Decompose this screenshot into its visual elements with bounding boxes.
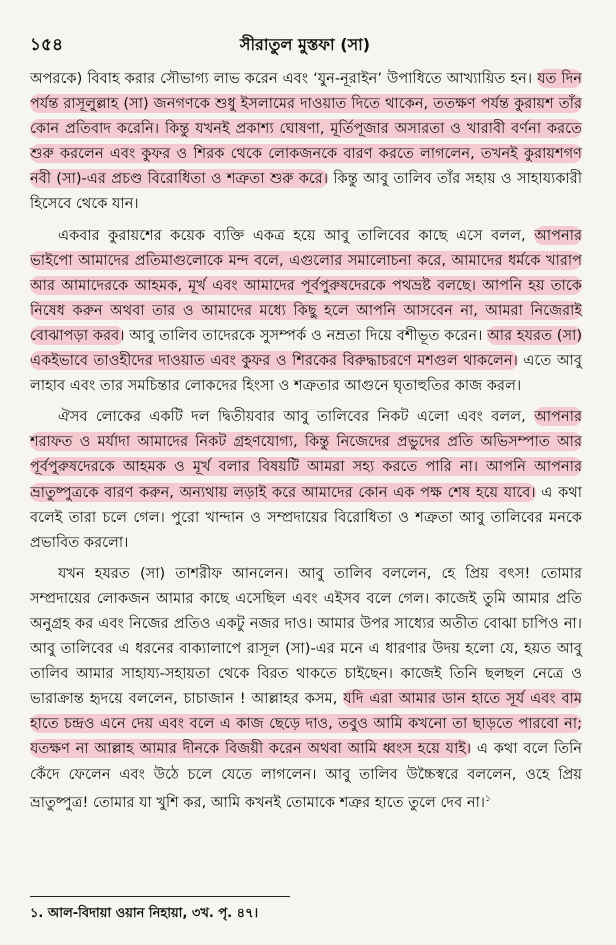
text-segment: ঐসব লোকের একটি দল দ্বিতীয়বার আবু তালিবের নিকট এলো এবং বলল, (58, 408, 535, 426)
paragraph (30, 561, 582, 815)
footnote-divider (30, 896, 290, 897)
page-header (30, 32, 580, 58)
highlighted-text: যত দিন পর্যন্ত রাসূলুল্লাহ (সা) জনগণকে শুধু ইসলামের দাওয়াত দিতে থাকেন, ততক্ষণ পর্যন্ত কুরায়শ তাঁর কোন প্রতিবাদ করেনি। কিন্তু যখনই প্রকাশ্য ঘোষণা, মূর্তিপূজার অসারতা ও খারাবী বর্ণনা করতে শুরু করলেন এবং কুফর ও শিরক থেকে লোকজনকে বারণ করতে লাগলেন, তখনই কুরায়শগণ নবী (সা)-এর প্রচণ্ড বিরোধিতা ও শত্রুতা শুরু করে। (30, 70, 582, 188)
text-segment: এ কথা বলে তিনি কেঁদে ফেলেন এবং উঠে চলে যেতে লাগলেন। আবু তালিব উচ্চৈস্বরে বললেন, ওহে প্রিয় ভ্রাতুষ্পুত্র! তোমার যা খুশি কর, আমি কখনই তোমাকে শত্রুর হাতে তুলে দেব না। (30, 740, 582, 811)
text-segment: যখন হযরত (সা) তাশরীফ আনলেন। আবু তালিব বললেন, হে প্রিয় বৎস! তোমার সম্প্রদায়ের লোকজন আমার কাছে এসেছিল এবং এইসব বলে গেল। কাজেই তুমি আমার প্রতি অনুগ্রহ কর এবং নিজের প্রতিও একটু নজর দাও। আমার উপর সাধ্যের অতীত বোঝা চাপিও না। আবু তালিবের এ ধরনের বাক্যালাপে রাসূল (সা)-এর মনে এ ধারণার উদয় হলো যে, হয়ত আবু তালিব আমার সাহায্য-সহায়তা থেকে বিরত থাকতে চাইছেন। কাজেই তিনি ছলছল নেত্রে ও ভারাক্রান্ত হৃদয়ে বললেন, চাচাজান ! আল্লাহর কসম, (30, 564, 582, 708)
running-title: সীরাতুল মুস্তফা (সা) (239, 35, 371, 54)
body-text (30, 66, 582, 821)
text-segment: আবু তালিব তাদেরকে সুসম্পর্ক ও নম্রতা দিয়ে বশীভূত করেন। (124, 326, 488, 344)
highlighted-text: যদি এরা আমার ডান হাতে সূর্য এবং বাম হাতে চন্দ্রও এনে দেয় এবং বলে এ কাজ ছেড়ে দাও, তবুও আমি কখনো তা ছাড়তে পারবো না; যতক্ষণ না আল্লাহ আমার দীনকে বিজয়ী করেন অথবা আমি ধ্বংস হয়ে যাই। (30, 690, 582, 758)
text-segment: এতে আবু লাহাব এবং তার সমচিন্তার লোকদের হিংসা ও শত্রুতার আগুনে ঘৃতাহুতির কাজ করল। (30, 352, 583, 395)
paragraph (30, 66, 582, 217)
highlighted-text: আপনার ভাইপো আমাদের প্রতিমাগুলোকে মন্দ বলে, এগুলোর সমালোচনা করে, আমাদের ধর্মকে খারাপ আর আমাদেরকে আহমক, মূর্খ এবং আমাদের পূর্বপুরুষদেরকে পথভ্রষ্ট বলছে। আপনি হয় তাকে নিষেধ করুন অথবা তার ও আমাদের মধ্যে কিছু হলে আপনি আসবেন না, আমরা নিজেরাই বোঝাপড়া করব। (30, 226, 582, 344)
text-segment: কিন্তু আবু তালিব তাঁর সহায় ও সাহায্যকারী হিসেবে থেকে যান। (30, 170, 582, 213)
highlighted-text: আপনার শরাফত ও মর্যাদা আমাদের নিকট গ্রহণযোগ্য, কিন্তু নিজেদের প্রভুদের প্রতি অভিসম্পাত আর পূর্বপুরুষদেরকে আহমক ও মূর্খ বলার বিষয়টি আমরা সহ্য করতে পারি না। আপনি আপনার ভ্রাতুষ্পুত্রকে বারণ করুন, অন্যথায় লড়াই করে আমাদের কোন এক পক্ষ শেষ হয়ে যাবে। (30, 408, 582, 501)
footnote-marker: ১ (485, 793, 491, 804)
highlighted-text: আর হযরত (সা) একইভাবে তাওহীদের দাওয়াত এবং কুফর ও শিরকের বিরুদ্ধাচরণে মশগুল থাকলেন। (30, 326, 583, 370)
text-segment: এ কথা বলেই তারা চলে গেল। পুরো খান্দান ও সম্প্রদায়ের বিরোধিতা ও শত্রুতা আবু তালিবের মনকে প্রভাবিত করলো। (30, 483, 582, 551)
text-segment: অপরকে) বিবাহ করার সৌভাগ্য লাভ করেন এবং ‘যুন-নূরাইন’ উপাধিতে আখ্যায়িত হন। (30, 70, 538, 87)
text-segment: একবার কুরায়শের কয়েক ব্যক্তি একত্র হয়ে আবু তালিবের কাছে এসে বলল, (58, 226, 535, 244)
footnote: ১. আল-বিদায়া ওয়ান নিহায়া, ৩খ. পৃ. ৪৭। (30, 906, 259, 921)
paragraph (30, 223, 582, 399)
paragraph (30, 404, 582, 555)
page-number: ১৫৪ (30, 35, 64, 55)
